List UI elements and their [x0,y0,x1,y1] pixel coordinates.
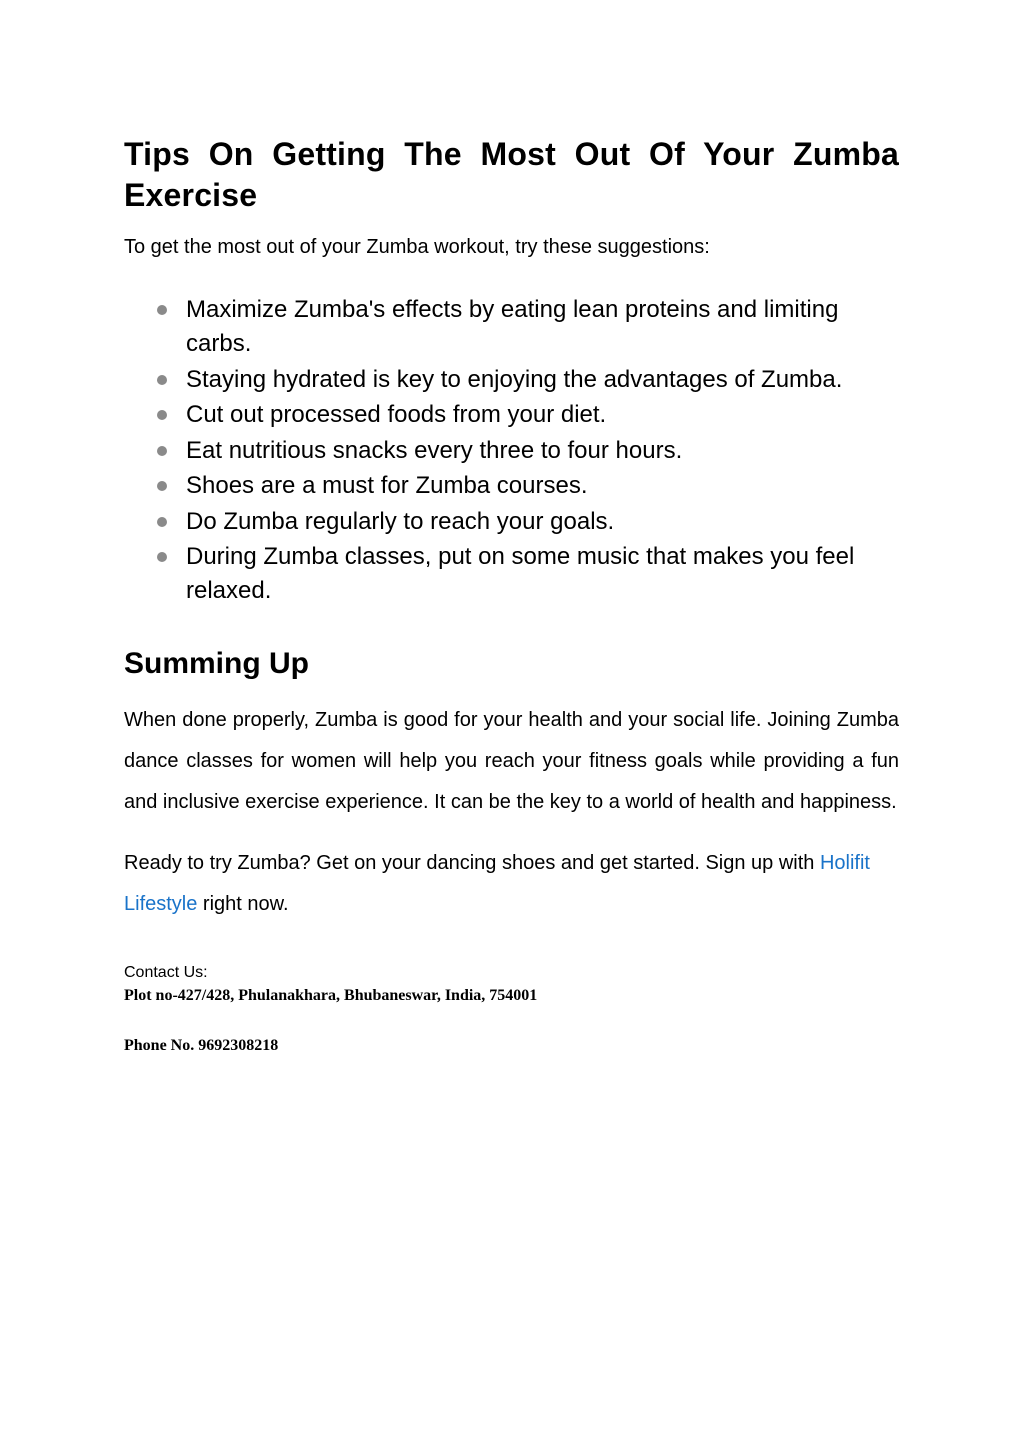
list-item [186,469,899,503]
bullet-icon [157,410,167,420]
cta-text-end: right now. [197,893,289,915]
list-item-text: Maximize Zumba's effects by eating lean proteins and limiting carbs. [186,296,839,357]
summary-paragraph: When done properly, Zumba is good for your health and your social life. Joining Zumba dance classes for women will help you reach your fitness goals while providing a fun and inclusive exercise experience. It can be the key to a world of health and happiness. [124,709,899,813]
intro-text: To get the most out of your Zumba workout, try these suggestions: [124,236,710,258]
cta-text: Ready to try Zumba? Get on your dancing shoes and get started. Sign up with [124,852,820,874]
document-page [124,134,899,1057]
section-heading: Summing Up [124,647,309,680]
bullet-icon [157,481,167,491]
list-item [186,540,899,608]
list-item-text: Eat nutritious snacks every three to four hours. [186,436,683,464]
list-item-text: Do Zumba regularly to reach your goals. [186,507,615,535]
bullet-icon [157,375,167,385]
list-item-text: During Zumba classes, put on some music that makes you feel relaxed. [186,543,855,604]
tips-list [124,293,899,608]
bullet-icon [157,446,167,456]
list-item-text: Cut out processed foods from your diet. [186,401,607,428]
list-item [186,434,899,468]
page-title: Tips On Getting The Most Out Of Your Zumba Exercise [124,136,899,213]
list-item [186,505,899,539]
contact-phone: Phone No. 9692308218 [124,1037,279,1054]
list-item-text: Shoes are a must for Zumba courses. [186,472,588,499]
call-to-action [124,843,899,925]
contact-label: Contact Us: [124,964,208,981]
list-item [186,363,899,397]
list-item [186,293,899,361]
contact-address: Plot no-427/428, Phulanakhara, Bhubaneswar, India, 754001 [124,987,538,1004]
holifit-lifestyle-link[interactable]: Holifit Lifestyle [124,852,870,915]
bullet-icon [157,552,167,562]
bullet-icon [157,305,167,315]
list-item-text: Staying hydrated is key to enjoying the advantages of Zumba. [186,365,843,393]
bullet-icon [157,517,167,527]
list-item [186,398,899,432]
